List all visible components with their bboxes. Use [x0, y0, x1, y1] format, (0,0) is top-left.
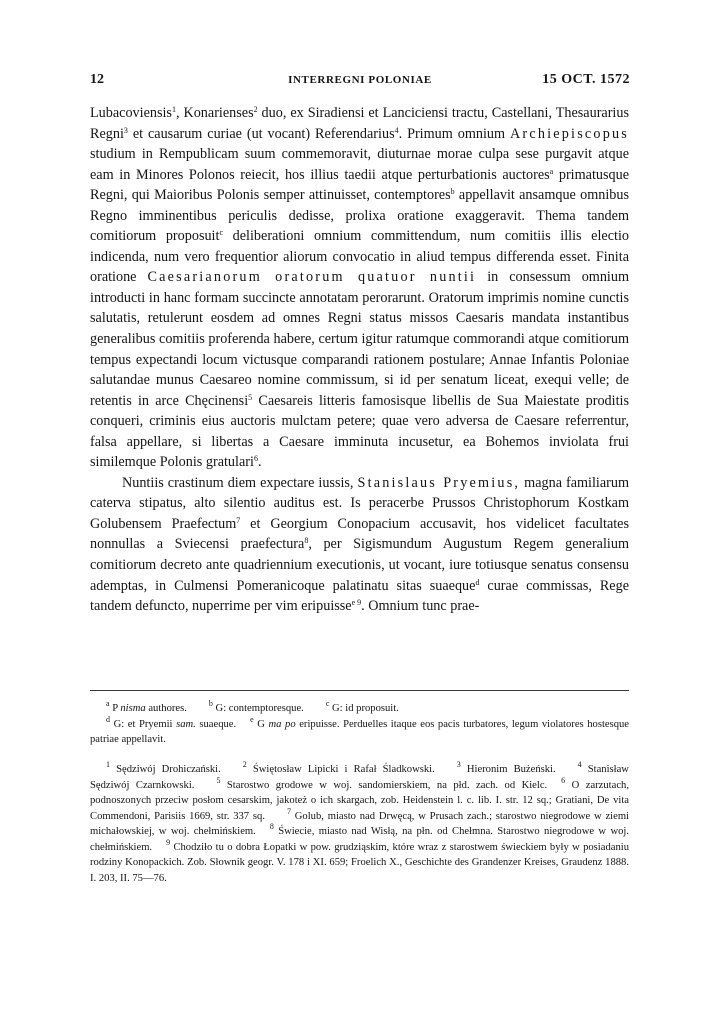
footnote-ref: 6 — [253, 454, 258, 464]
note-text: Hieronim Bużeński. — [466, 764, 556, 775]
note-mark: 7 — [286, 806, 291, 816]
note-italic: ma po — [268, 718, 296, 730]
text-run: , Konarienses — [175, 105, 254, 121]
page-header — [90, 72, 630, 92]
commentary-notes-text — [90, 762, 629, 886]
text-run: . Omnium tunc prae- — [361, 598, 480, 615]
variant-notes-line-2 — [90, 714, 630, 748]
note-mark: 1 — [106, 760, 110, 769]
text-run: deliberationi omnium committendum, num comitiis illis electio indicenda, num vero frequentior aliorum convocatio in aliud tempus differenda esset. Finita oratione — [90, 228, 629, 286]
note-mark: 5 — [216, 775, 221, 785]
header-date: 15 OCT. 1572 — [542, 72, 630, 87]
running-title: INTERREGNI POLONIAE — [288, 74, 432, 86]
text-run: . — [257, 454, 262, 471]
note-mark: 8 — [269, 822, 274, 831]
text-run: . Primum omnium — [398, 125, 506, 142]
text-run: studium in Rempublicam suum commemoravit, diuturnae morae culpa sese purgavit atque eam in Minores Polonos reiecit, hos illius taedii atque perturbationis auctores — [90, 146, 629, 183]
note-mark: c — [325, 699, 330, 708]
text-run: appellavit ansamque omnibus Regno imminentibus periculis dedisse, prolixa oratione exaggeravit. Thema tandem comitiorum proposuit — [90, 187, 630, 245]
note-text: G: id proposuit. — [332, 703, 399, 714]
main-text — [90, 103, 629, 617]
variant-ref: a — [549, 166, 554, 176]
note-text: authores. — [148, 703, 187, 714]
note-text: Świecie, miasto nad Wisłą, na płn. od Chełmna. Starostwo niegrodowe w woj. chełmińskiem. — [90, 826, 629, 853]
paragraph-1 — [90, 103, 629, 473]
footnote-ref: e 9 — [351, 598, 362, 608]
footnote-ref: 3 — [123, 125, 128, 135]
note-mark: b — [208, 699, 213, 708]
text-run: duo, ex Siradiensi et Lanciciensi tractu, Castellani, Thesaurarius Regni — [90, 105, 629, 142]
note-text: eripuisse. Perduelles itaque eos pacis turbatores, legum violatores hostesque patriae appellavit. — [90, 718, 630, 745]
note-text: Świętosław Lipicki i Rafał Śladkowski. — [252, 764, 435, 775]
text-run: et causarum curiae (ut vocant) Referendarius — [127, 125, 395, 142]
variant-ref: c — [219, 228, 224, 238]
note-text: Golub, miasto nad Drwęcą, w Prusach zach.; starostwo niegrodowe w ziemi michałowskiej, w woj. chełmińskiem. — [90, 810, 630, 837]
note-text: Sędziwój Drohiczański. — [116, 764, 221, 775]
variant-ref: b — [450, 187, 455, 197]
spaced-name: Caesarianorum oratorum quatuor nuntii — [147, 269, 477, 286]
note-mark: a — [106, 699, 110, 708]
text-run: Nuntiis crastinum diem expectare iussis, — [122, 474, 354, 491]
spaced-name: Stanislaus Pryemius, — [357, 474, 521, 491]
note-text: G: et Pryemii — [113, 718, 173, 730]
variant-notes-line-1 — [90, 701, 629, 717]
note-text: Stanisław Sędziwój Czarnkowski. — [90, 764, 629, 791]
text-run: Caesareis litteris famosisque libellis de Sua Maiestate proditis conqueri, criminis eius auctoris mulctam petere; quae vero adversa de Caesare referrentur, falsa appellare, si libertas a Caesare imminuta incusetur, ea Bohemos inviolata frui similemque Polonis gratulari — [90, 392, 629, 471]
variant-ref: d — [475, 577, 480, 587]
text-run: primatusque Regni, qui Maioribus Polonis semper attinuisset, contemptores — [90, 166, 629, 204]
note-text: G — [257, 718, 265, 730]
text-run: et Georgium Conopacium accusavit, hos videlicet facultates nonnullas a Sviecensi praefectura — [90, 515, 630, 553]
footnote-ref: 2 — [253, 105, 258, 114]
paragraph-2 — [90, 473, 629, 617]
footnote-rule — [90, 690, 629, 691]
note-text: Starostwo grodowe w woj. sandomierskiem, na płd. zach. od Kielc. — [226, 779, 548, 791]
note-mark: 6 — [561, 775, 566, 785]
footnote-ref: 5 — [248, 392, 253, 402]
note-italic: sam. — [176, 718, 196, 730]
text-run: Lubacoviensis — [90, 105, 172, 121]
note-text: suaeque. — [199, 718, 237, 730]
footnote-ref: 4 — [394, 125, 399, 135]
text-run: magna familiarum caterva stipatus, alto silentio auditus est. Is peracerbe Prussos Christophorum Kostkam Golubensem Praefectum — [90, 474, 630, 532]
note-mark: 2 — [242, 760, 247, 769]
note-mark: 4 — [577, 760, 582, 769]
footnote-ref: 1 — [171, 105, 176, 114]
note-mark: 9 — [166, 837, 171, 847]
note-text: P — [112, 703, 118, 714]
note-italic: nisma — [120, 703, 146, 714]
note-text: O zarzutach, podnoszonych przeciw posłom cesarskim, jakoteż o ich skargach, zob. Heidenstein l. c. lib. I. str. 12 sq.; Gratiani, De vita Commendoni, Parisiis 1669, str. 337 sq. — [90, 779, 629, 822]
footnote-ref: 8 — [304, 536, 309, 546]
note-mark: e — [250, 714, 254, 724]
note-text: G: contemptoresque. — [215, 703, 304, 714]
text-run: in consessum omnium introducti in hanc formam succincte annotatam perorarunt. Oratorum imprimis nomine cunctis salutatis, retulerunt eosdem ad omnes Regni status missos Caesaris mandata instantibus generalibus comitiis proferenda habere, certum igitur ratumque commorandi atque comitiorum tempus expectandi locum victusque comparandi rationem postulare; Annae Infantis Poloniae salutandae munus Caesareo nomine commissum, si id per senatum liceat, exequi velle; de retentis in arce Chęcinensi — [90, 269, 629, 409]
text-run: , per Sigismundum Augustum Regem generalium comitiorum decreto ante quadriennium executionis, ut vocant, iure totiusque senatus consensu ademptas, in Culmensi Pomeranicoque palatinatu sitas suaeque — [90, 536, 629, 594]
page-number: 12 — [90, 72, 104, 87]
note-mark: d — [106, 714, 110, 724]
spaced-name: Archiepiscopus — [509, 125, 630, 142]
footnote-ref: 7 — [236, 515, 241, 525]
text-run: curae commissas, Rege tandem defuncto, nuperrime per vim eripuisse — [90, 577, 629, 615]
note-mark: 3 — [456, 760, 461, 769]
variant-notes — [90, 701, 629, 748]
commentary-notes — [90, 762, 629, 886]
note-text: Chodziło tu o dobra Łopatki w pow. grudziąskim, które wraz z starostwem świeckiem były w posiadaniu rodziny Konopackich. Zob. Słownik geogr. V. 178 i XI. 659; Froelich X., Geschichte des Grandenzer Kreises, Graudenz 1888. I. 203, II. 75—76. — [90, 841, 629, 884]
